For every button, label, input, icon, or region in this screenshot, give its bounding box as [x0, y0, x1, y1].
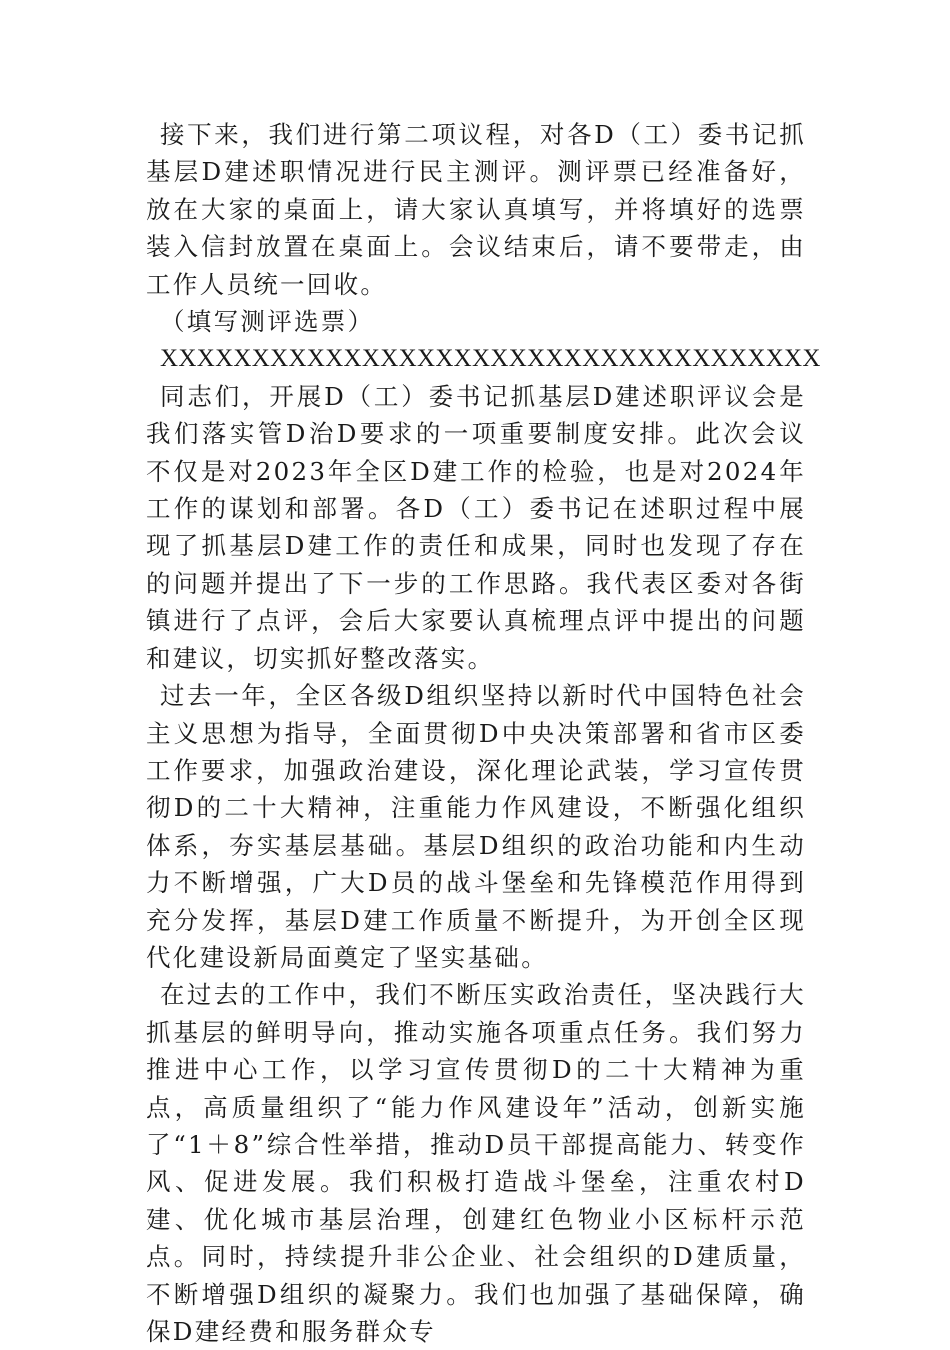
paragraph-past-year: 过去一年，全区各级D组织坚持以新时代中国特色社会主义思想为指导，全面贯彻D中央决策部署和省市区委工作要求，加强政治建设，深化理论武装，学习宣传贯彻D的二十大精神，注重能力作风建设，不断强化组织体系，夯实基层基础。基层D组织的政治功能和内生动力不断增强，广大D员的战斗堡垒和先锋模范作用得到充分发挥，基层D建工作质量不断提升，为开创全区现代化建设新局面奠定了坚实基础。: [146, 681, 806, 972]
stage-direction-note: （填写测评选票）: [160, 307, 375, 337]
paragraph-comrades: 同志们，开展D（工）委书记抓基层D建述职评议会是我们落实管D治D要求的一项重要制度安排。此次会议不仅是对2023年全区D建工作的检验，也是对2024年工作的谋划和部署。各D（工）委书记在述职过程中展现了抓基层D建工作的责任和成果，同时也发现了存在的问题并提出了下一步的工作思路。我代表区委对各街镇进行了点评，会后大家要认真梳理点评中提出的问题和建议，切实抓好整改落实。: [146, 381, 806, 673]
paragraph-past-work: 在过去的工作中，我们不断压实政治责任，坚决践行大抓基层的鲜明导向，推动实施各项重点任务。我们努力推进中心工作，以学习宣传贯彻D的二十大精神为重点，高质量组织了“能力作风建设年”活动，创新实施了“1＋8”综合性举措，推动D员干部提高能力、转变作风、促进发展。我们积极打造战斗堡垒，注重农村D建、优化城市基层治理，创建红色物业小区标杆示范点。同时，持续提升非公企业、社会组织的D建质量，不断增强D组织的凝聚力。我们也加强了基础保障，确保D建经费和服务群众专: [146, 980, 806, 1346]
paragraph-agenda: 接下来，我们进行第二项议程，对各D（工）委书记抓基层D建述职情况进行民主测评。测评票已经准备好，放在大家的桌面上，请大家认真填写，并将填好的选票装入信封放置在桌面上。会议结束后，请不要带走，由工作人员统一回收。: [146, 120, 806, 299]
document-body: [146, 116, 821, 1350]
placeholder-separator: XXXXXXXXXXXXXXXXXXXXXXXXXXXXXXXXXXXX: [160, 345, 821, 373]
